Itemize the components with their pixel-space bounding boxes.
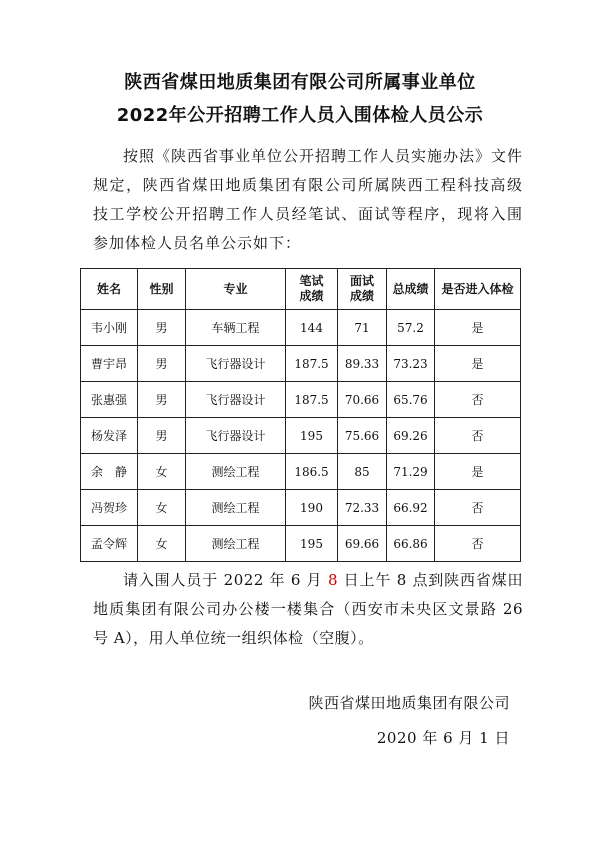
cell-gender: 男 bbox=[138, 346, 186, 382]
intro-paragraph: 按照《陕西省事业单位公开招聘工作人员实施办法》文件规定，陕西省煤田地质集团有限公司所属陕西工程科技高级技工学校公开招聘工作人员经笔试、面试等程序，现将入围参加体检人员名单公示如下： bbox=[93, 147, 524, 252]
cell-name: 余 静 bbox=[81, 454, 138, 490]
title-line-2: 2022年公开招聘工作人员入围体检人员公示 bbox=[116, 105, 484, 126]
cell-written: 195 bbox=[286, 418, 338, 454]
cell-total: 71.29 bbox=[387, 454, 435, 490]
signature-org: 陕西省煤田地质集团有限公司 bbox=[308, 694, 510, 712]
table-row bbox=[81, 346, 521, 382]
cell-exam: 否 bbox=[435, 418, 521, 454]
cell-gender: 女 bbox=[138, 526, 186, 562]
table-row bbox=[81, 310, 521, 346]
notice-date-highlight: 8 bbox=[328, 571, 339, 589]
cell-total: 66.86 bbox=[387, 526, 435, 562]
notice-part1: 请入围人员于 2022 年 6 月 bbox=[123, 571, 328, 589]
cell-interview: 85 bbox=[338, 454, 387, 490]
header-gender: 性别 bbox=[138, 269, 186, 310]
header-written-score bbox=[286, 269, 338, 310]
cell-written: 187.5 bbox=[286, 346, 338, 382]
cell-major: 飞行器设计 bbox=[186, 418, 286, 454]
header-major: 专业 bbox=[186, 269, 286, 310]
cell-exam: 否 bbox=[435, 382, 521, 418]
cell-gender: 男 bbox=[138, 382, 186, 418]
cell-name: 曹宇昂 bbox=[81, 346, 138, 382]
table-row bbox=[81, 454, 521, 490]
table-row bbox=[81, 382, 521, 418]
cell-interview: 72.33 bbox=[338, 490, 387, 526]
cell-written: 195 bbox=[286, 526, 338, 562]
cell-gender: 女 bbox=[138, 454, 186, 490]
table-header-row bbox=[81, 269, 521, 310]
table-row bbox=[81, 418, 521, 454]
cell-name: 冯贺珍 bbox=[81, 490, 138, 526]
cell-written: 186.5 bbox=[286, 454, 338, 490]
cell-exam: 否 bbox=[435, 490, 521, 526]
header-interview-score bbox=[338, 269, 387, 310]
cell-interview: 71 bbox=[338, 310, 387, 346]
cell-exam: 是 bbox=[435, 310, 521, 346]
header-interview-line2: 成绩 bbox=[349, 289, 374, 303]
table-row bbox=[81, 526, 521, 562]
cell-total: 66.92 bbox=[387, 490, 435, 526]
cell-exam: 是 bbox=[435, 346, 521, 382]
cell-name: 张惠强 bbox=[81, 382, 138, 418]
cell-total: 57.2 bbox=[387, 310, 435, 346]
cell-gender: 女 bbox=[138, 490, 186, 526]
cell-major: 飞行器设计 bbox=[186, 346, 286, 382]
title-line-1: 陕西省煤田地质集团有限公司所属事业单位 bbox=[124, 72, 476, 93]
cell-interview: 70.66 bbox=[338, 382, 387, 418]
cell-written: 190 bbox=[286, 490, 338, 526]
cell-major: 测绘工程 bbox=[186, 526, 286, 562]
header-name: 姓名 bbox=[81, 269, 138, 310]
cell-interview: 89.33 bbox=[338, 346, 387, 382]
cell-major: 飞行器设计 bbox=[186, 382, 286, 418]
cell-written: 187.5 bbox=[286, 382, 338, 418]
cell-written: 144 bbox=[286, 310, 338, 346]
cell-name: 杨发泽 bbox=[81, 418, 138, 454]
notice-part2: 日上午 8 点到陕西省煤田地质集团有限公司办公楼一楼集合（西安市未央区文景路 26 号 A），用人单位统一组织体检（空腹）。 bbox=[93, 571, 523, 647]
table-body bbox=[81, 310, 521, 562]
cell-major: 测绘工程 bbox=[186, 490, 286, 526]
table-row bbox=[81, 490, 521, 526]
candidate-table bbox=[80, 268, 521, 562]
header-written-line2: 成绩 bbox=[299, 289, 324, 303]
cell-major: 测绘工程 bbox=[186, 454, 286, 490]
header-exam-status: 是否进入体检 bbox=[435, 269, 521, 310]
cell-exam: 否 bbox=[435, 526, 521, 562]
cell-total: 65.76 bbox=[387, 382, 435, 418]
cell-name: 韦小刚 bbox=[81, 310, 138, 346]
signature-date: 2020 年 6 月 1 日 bbox=[376, 729, 510, 747]
header-written-line1: 笔试 bbox=[299, 274, 324, 288]
header-interview-line1: 面试 bbox=[349, 274, 374, 288]
cell-gender: 男 bbox=[138, 310, 186, 346]
cell-name: 孟令辉 bbox=[81, 526, 138, 562]
cell-interview: 75.66 bbox=[338, 418, 387, 454]
cell-total: 73.23 bbox=[387, 346, 435, 382]
cell-exam: 是 bbox=[435, 454, 521, 490]
cell-gender: 男 bbox=[138, 418, 186, 454]
cell-interview: 69.66 bbox=[338, 526, 387, 562]
cell-total: 69.26 bbox=[387, 418, 435, 454]
notice-paragraph bbox=[93, 566, 523, 653]
header-total-score: 总成绩 bbox=[387, 269, 435, 310]
cell-major: 车辆工程 bbox=[186, 310, 286, 346]
